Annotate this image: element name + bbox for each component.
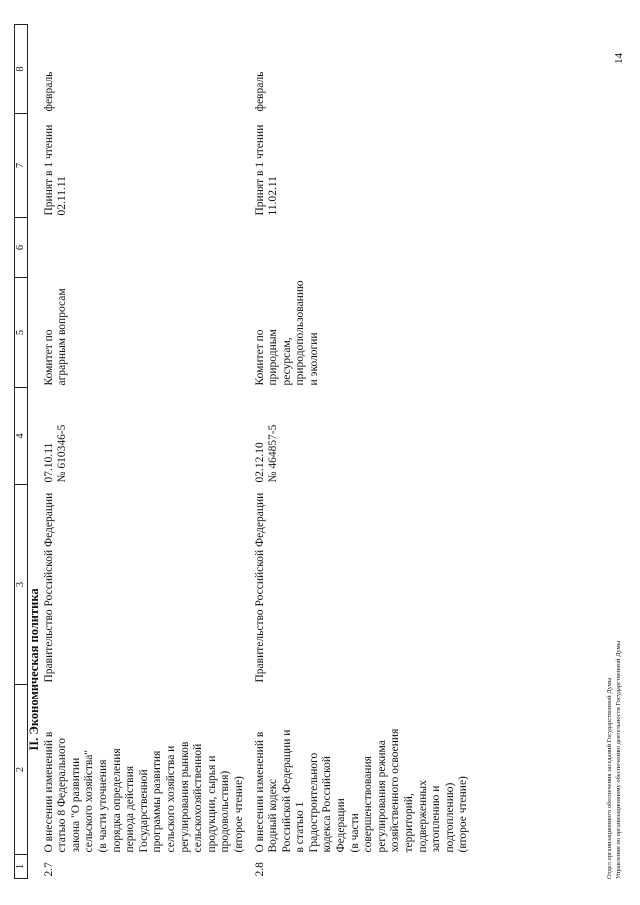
- page-number: 14: [613, 53, 625, 64]
- column-number-3: 3: [15, 485, 28, 685]
- bill-title: [247, 685, 472, 855]
- bill-title-line: хозяйственного освоения: [389, 728, 402, 853]
- section-row: [28, 25, 42, 879]
- planned-month: февраль: [42, 71, 55, 112]
- committee: Комитет по природным ресурсам, природопользованию и экологии: [253, 280, 320, 386]
- planned-month: февраль: [253, 71, 266, 112]
- table-row: [247, 25, 472, 879]
- committee: Комитет по аграрным вопросам: [42, 288, 69, 386]
- registration-number: № 464857-5: [267, 424, 280, 483]
- bill-title-line: продовольствия): [219, 770, 232, 853]
- page-footer: [606, 641, 623, 879]
- bill-title-line: (в части уточнения: [96, 759, 109, 853]
- bill-title-line: сельского хозяйства": [83, 749, 96, 853]
- section-title: II. Экономическая политика: [27, 588, 41, 751]
- column-number-8: 8: [15, 25, 28, 114]
- bill-title-line: (второе чтение): [457, 776, 470, 853]
- bill-title-line: Федерации: [335, 798, 348, 853]
- column-number-1: 1: [15, 855, 28, 879]
- footer-line-directorate: Управления по организационному обеспечению деятельности Государственной Думы: [614, 640, 622, 879]
- column-number-header-row: [15, 25, 28, 879]
- row-number: 2.8: [253, 862, 266, 877]
- bill-title-line: статью 8 Федерального: [56, 738, 69, 853]
- initiator: Правительство Российской Федерации: [253, 492, 266, 683]
- bills-table: [14, 24, 471, 879]
- column-number-5: 5: [15, 278, 28, 388]
- bill-title-line: программы развития: [151, 750, 164, 853]
- column-6-cell: [247, 218, 472, 278]
- bill-title-line: закона "О развитии: [69, 757, 82, 853]
- column-6-cell: [42, 218, 247, 278]
- registration-date: 02.12.10: [253, 442, 266, 483]
- registration-number: № 610346-5: [56, 424, 69, 483]
- column-number-7: 7: [15, 114, 28, 218]
- footer-line-department: Отдел организационного обеспечения заседаний Государственной Думы: [606, 677, 613, 879]
- row-number: 2.7: [42, 862, 55, 877]
- bill-title-line: Градостроительного: [307, 752, 320, 853]
- column-number-4: 4: [15, 388, 28, 485]
- bill-title-line: (в части: [348, 813, 361, 853]
- bill-title-line: подверженных: [416, 780, 429, 853]
- bill-title-line: регулирования рынков: [178, 741, 191, 853]
- column-number-2: 2: [15, 685, 28, 855]
- bill-title-line: подтоплению): [443, 782, 456, 853]
- bill-title-line: Российской Федерации и: [280, 729, 293, 853]
- bill-title-line: периода действия: [124, 765, 137, 853]
- bill-title-line: в статью 1: [294, 801, 307, 853]
- registration-date: 07.10.11: [42, 442, 55, 483]
- bill-title-line: продукции, сырья и: [205, 755, 218, 853]
- bill-title-line: (второе чтение): [232, 776, 245, 853]
- table-row: [42, 25, 247, 879]
- bill-title-line: совершенствования: [362, 756, 375, 853]
- initiator: Правительство Российской Федерации: [42, 492, 55, 683]
- bill-title-line: сельского хозяйства и: [164, 745, 177, 853]
- bill-title-line: Водный кодекс: [267, 778, 280, 853]
- status: Принят в 1 чтении 02.11.11: [42, 124, 69, 216]
- bill-title-line: порядка определения: [110, 748, 123, 853]
- registration: [42, 388, 247, 485]
- registration: [247, 388, 472, 485]
- bill-title-line: регулирования режима: [375, 740, 388, 853]
- bill-title: [42, 685, 247, 855]
- bill-title-line: сельскохозяйственной: [192, 743, 205, 853]
- bill-title-line: Государственной: [137, 769, 150, 853]
- status: Принят в 1 чтении 11.02.11: [253, 124, 280, 216]
- column-number-6: 6: [15, 218, 28, 278]
- bill-title-line: затоплению и: [430, 785, 443, 853]
- bill-title-line: О внесении изменений в: [253, 731, 266, 853]
- bill-title-line: О внесении изменений в: [42, 731, 55, 853]
- bill-title-line: территорий,: [403, 793, 416, 853]
- bill-title-line: кодекса Российской: [321, 755, 334, 853]
